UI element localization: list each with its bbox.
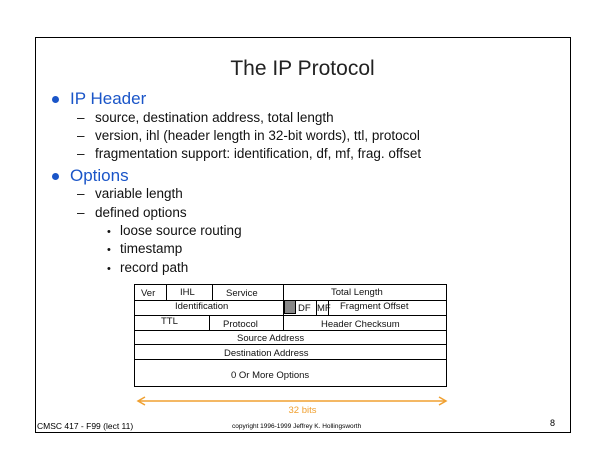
dash-item: – defined options bbox=[77, 205, 187, 220]
field-total-length: Total Length bbox=[331, 287, 383, 298]
dash-item-text: variable length bbox=[95, 186, 183, 201]
field-ver: Ver bbox=[141, 288, 156, 299]
row-divider bbox=[135, 344, 446, 345]
col-divider bbox=[212, 285, 213, 300]
dash-item: – variable length bbox=[77, 186, 183, 201]
width-label: 32 bits bbox=[288, 405, 317, 416]
field-header-checksum: Header Checksum bbox=[321, 319, 400, 330]
col-divider bbox=[166, 285, 167, 300]
field-destination-address: Destination Address bbox=[224, 348, 309, 359]
reserved-bit bbox=[284, 300, 296, 314]
dash-item-text: version, ihl (header length in 32-bit words), ttl, protocol bbox=[95, 128, 420, 143]
slide-title: The IP Protocol bbox=[230, 57, 375, 80]
dash-item: – source, destination address, total length bbox=[77, 110, 334, 125]
field-ttl: TTL bbox=[161, 316, 178, 327]
bullet-options bbox=[52, 166, 129, 186]
bullet-ip-header bbox=[52, 89, 146, 109]
row-divider bbox=[135, 315, 446, 316]
field-ihl: IHL bbox=[180, 287, 195, 298]
sub-item-text: record path bbox=[120, 260, 189, 275]
bullet-label: Options bbox=[70, 166, 129, 185]
field-df: DF bbox=[298, 303, 311, 314]
field-mf: MF bbox=[317, 303, 331, 314]
ip-header-diagram bbox=[134, 284, 447, 387]
page-number: 8 bbox=[550, 418, 556, 428]
field-service: Service bbox=[226, 288, 258, 299]
dash-item-text: fragmentation support: identification, df, mf, frag. offset bbox=[95, 146, 422, 161]
sub-item: • record path bbox=[107, 260, 189, 275]
bullet-dot-icon bbox=[52, 96, 59, 103]
sub-item: • timestamp bbox=[107, 241, 183, 256]
footer-course: CMSC 417 - F99 (lect 11) bbox=[37, 421, 134, 431]
dash-item: – version, ihl (header length in 32-bit words), ttl, protocol bbox=[77, 128, 420, 143]
field-options: 0 Or More Options bbox=[231, 370, 310, 381]
row-divider bbox=[135, 359, 446, 360]
row-divider bbox=[135, 330, 446, 331]
footer-copyright: copyright 1996-1999 Jeffrey K. Hollingsworth bbox=[232, 423, 362, 430]
field-fragment-offset: Fragment Offset bbox=[340, 301, 409, 312]
field-identification: Identification bbox=[175, 301, 229, 312]
bullet-dot-icon bbox=[52, 173, 59, 180]
dash-item: – fragmentation support: identification, df, mf, frag. offset bbox=[77, 146, 422, 161]
field-protocol: Protocol bbox=[223, 319, 258, 330]
dash-item-text: source, destination address, total length bbox=[95, 110, 334, 125]
dash-item-text: defined options bbox=[95, 205, 187, 220]
sub-item-text: timestamp bbox=[120, 241, 183, 256]
bullet-label: IP Header bbox=[70, 89, 147, 108]
sub-item: • loose source routing bbox=[107, 223, 242, 238]
field-source-address: Source Address bbox=[237, 333, 305, 344]
col-divider bbox=[209, 315, 210, 330]
sub-item-text: loose source routing bbox=[120, 223, 242, 238]
